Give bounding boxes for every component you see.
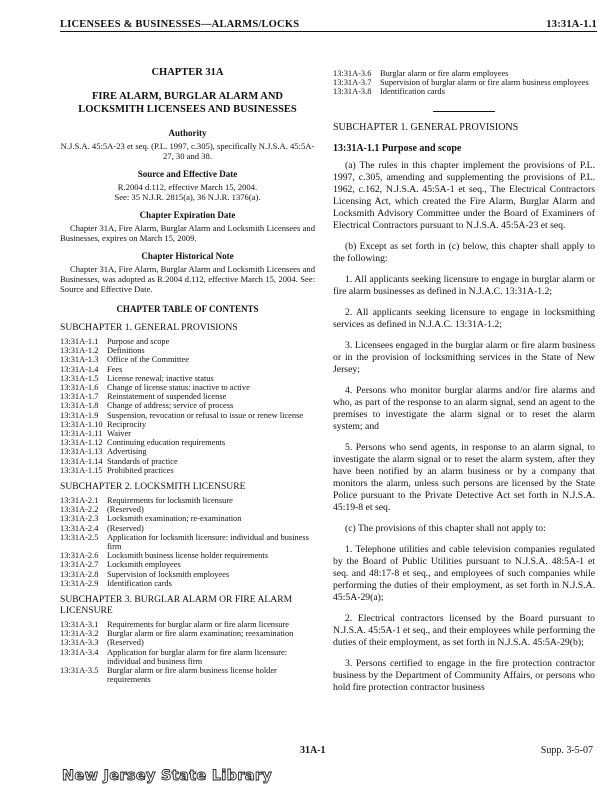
toc-section-number: 13:31A-1.10: [60, 419, 103, 429]
toc-section-title: Suspension, revocation or refusal to issue or renew license: [107, 410, 304, 420]
toc-section-title: Office of the Committee: [107, 355, 189, 365]
toc-section-number: 13:31A-3.4: [60, 647, 99, 657]
toc-section-number: 13:31A-3.7: [333, 78, 372, 88]
toc-section-title: Requirements for burglar alarm or fire alarm licensure: [107, 620, 289, 630]
toc-row: [60, 457, 315, 466]
toc-section-number: 13:31A-1.12: [60, 438, 103, 448]
body-paragraph: 1. Telephone utilities and cable television companies regulated by the Board of Public Utilities pursuant to N.J.S.A. 48:5A-1 et seq. and 48:17-8 et seq., and employees of such companies while performing the duties of their employment, as set forth in N.J.S.A. 45:5A-29(a);: [333, 543, 595, 603]
toc-row: [60, 551, 315, 560]
toc-row: [60, 392, 315, 401]
header-right: 13:31A-1.1: [546, 19, 597, 30]
toc-row: [60, 337, 315, 346]
body-paragraph: 2. All applicants seeking licensure to engage in locksmithing services as defined in N.J.A.C. 13:31A-1.2;: [333, 306, 595, 330]
toc-row: [60, 648, 315, 666]
toc-subchapter-1-title: SUBCHAPTER 1. GENERAL PROVISIONS: [60, 322, 238, 333]
toc-section-number: 13:31A-2.8: [60, 569, 99, 579]
toc-section-title: Locksmith business license holder requirements: [107, 551, 268, 561]
supplement-date: Supp. 3-5-07: [540, 745, 593, 756]
toc-section-title: Supervision of burglar alarm or fire alarm business employees: [380, 78, 589, 88]
authority-heading: Authority: [168, 128, 207, 138]
toc-row: [60, 560, 315, 569]
toc-row: [60, 505, 315, 514]
chapter-title: FIRE ALARM, BURGLAR ALARM AND LOCKSMITH LICENSEES AND BUSINESSES: [78, 91, 297, 115]
toc-section-number: 13:31A-2.4: [60, 523, 99, 533]
toc-section-title: Prohibited practices: [107, 465, 174, 475]
toc-row: [60, 401, 315, 410]
toc-row: [60, 579, 315, 588]
toc-section-number: 13:31A-1.8: [60, 401, 99, 411]
toc-section-number: 13:31A-2.9: [60, 578, 99, 588]
toc-row: [60, 438, 315, 447]
page-number: 31A-1: [300, 745, 326, 756]
body-section-title: 13:31A-1.1 Purpose and scope: [333, 142, 462, 154]
toc-section-title: Supervision of locksmith employees: [107, 569, 230, 579]
toc-section-number: 13:31A-1.14: [60, 456, 103, 466]
toc-row: [333, 78, 595, 87]
right-column: [333, 69, 595, 703]
toc-section-number: 13:31A-1.15: [60, 465, 103, 475]
toc-section-title: Change of license status: inactive to active: [107, 383, 250, 393]
source-line-2: See: 35 N.J.R. 2815(a), 36 N.J.R. 1376(a).: [114, 192, 261, 202]
toc-section-title: Fees: [107, 364, 123, 374]
toc-row: [60, 420, 315, 429]
body-paragraph: 1. All applicants seeking licensure to engage in burglar alarm or fire alarm businesses as defined in N.J.A.C. 13:31A-1.2;: [333, 273, 595, 297]
toc-row: [60, 666, 315, 684]
toc-row: [60, 411, 315, 420]
running-header: [60, 14, 597, 30]
toc-row: [60, 374, 315, 383]
toc-section-title: (Reserved): [107, 638, 144, 648]
header-left: LICENSEES & BUSINESSES—ALARMS/LOCKS: [60, 19, 300, 30]
toc-section-title: Identification cards: [107, 578, 172, 588]
toc-section-title: Application for locksmith licensure: individual and business firm: [107, 532, 309, 552]
body-paragraph: 5. Persons who send agents, in response to an alarm signal, to investigate the alarm signal or to reset the alarm system, after they have been notified by an alarm business or by a company that monitors the alarm, unless such persons are licensed by the State Police pursuant to the Private Detective Act set forth in N.J.S.A. 45:19-8 et seq.: [333, 441, 595, 513]
toc-section-number: 13:31A-1.6: [60, 383, 99, 393]
body-paragraphs: [333, 160, 595, 694]
toc-section-number: 13:31A-3.8: [333, 87, 372, 97]
chapter-number: CHAPTER 31A: [151, 67, 224, 78]
toc-section-number: 13:31A-1.3: [60, 355, 99, 365]
toc-section-title: Burglar alarm or fire alarm examination; reexamination: [107, 629, 294, 639]
authority-text: N.J.S.A. 45:5A-23 et seq. (P.L. 1997, c.305), specifically N.J.S.A. 45:5A-27, 30 and 38.: [60, 141, 315, 161]
toc-section-number: 13:31A-1.13: [60, 447, 103, 457]
toc-section-title: (Reserved): [107, 523, 144, 533]
toc-section-number: 13:31A-3.5: [60, 666, 99, 676]
source-line-1: R.2004 d.112, effective March 15, 2004.: [117, 182, 258, 192]
toc-row: [60, 346, 315, 355]
toc-section-title: Reinstatement of suspended license: [107, 392, 227, 402]
toc-section-number: 13:31A-3.3: [60, 638, 99, 648]
expiration-heading: Chapter Expiration Date: [139, 210, 236, 220]
toc-section-number: 13:31A-1.9: [60, 410, 99, 420]
toc-section-title: Burglar alarm or fire alarm employees: [380, 69, 509, 78]
toc-section-title: License renewal; inactive status: [107, 373, 214, 383]
toc-row: [60, 524, 315, 533]
toc-subchapter-1: [60, 337, 315, 475]
toc-section-number: 13:31A-1.7: [60, 392, 99, 402]
toc-row: [333, 87, 595, 96]
toc-section-number: 13:31A-2.6: [60, 551, 99, 561]
history-heading: Chapter Historical Note: [141, 251, 234, 261]
toc-section-title: Continuing education requirements: [107, 438, 226, 448]
library-watermark: New Jersey State Library: [62, 768, 273, 784]
toc-section-number: 13:31A-2.1: [60, 496, 99, 506]
expiration-text: Chapter 31A, Fire Alarm, Burglar Alarm and Locksmith Licensees and Businesses, expires on March 15, 2009.: [60, 223, 315, 243]
toc-row: [60, 533, 315, 551]
left-column: [60, 68, 315, 685]
toc-section-number: 13:31A-1.4: [60, 364, 99, 374]
body-paragraph: (a) The rules in this chapter implement the provisions of P.L. 1997, c.305, amending and supplementing the provisions of P.L. 1962, c.162, N.J.S.A. 45:5A-1 et seq., The Electrical Contractors Licensing Act, which created the Fire Alarm, Burglar Alarm and Locksmith Advisory Committee under the Board of Examiners of Electrical Contractors pursuant to N.J.S.A. 45:5A-23 et seq.: [333, 159, 595, 231]
toc-section-number: 13:31A-2.7: [60, 560, 99, 570]
toc-section-title: Locksmith examination; re-examination: [107, 514, 242, 524]
toc-section-title: Standards of practice: [107, 456, 178, 466]
toc-row: [60, 629, 315, 638]
toc-section-title: Application for burglar alarm for fire alarm licensure: individual and business firm: [107, 647, 288, 666]
toc-section-number: 13:31A-3.1: [60, 620, 99, 630]
toc-section-number: 13:31A-1.11: [60, 429, 103, 439]
body-paragraph: 3. Licensees engaged in the burglar alarm or fire alarm business or in the provision of locksmithing services in the State of New Jersey;: [333, 339, 595, 375]
toc-section-number: 13:31A-1.2: [60, 346, 99, 356]
toc-section-number: 13:31A-1.5: [60, 373, 99, 383]
toc-section-title: Purpose and scope: [107, 337, 170, 346]
toc-row: [60, 365, 315, 374]
toc-section-title: Advertising: [107, 447, 147, 457]
toc-section-title: Definitions: [107, 346, 145, 356]
toc-section-number: 13:31A-3.2: [60, 629, 99, 639]
toc-row: [60, 429, 315, 438]
body-paragraph: (b) Except as set forth in (c) below, this chapter shall apply to the following:: [333, 240, 595, 264]
toc-subchapter-3: [60, 620, 315, 684]
toc-row: [60, 383, 315, 392]
toc-row: [60, 447, 315, 456]
toc-subchapter-3-title: SUBCHAPTER 3. BURGLAR ALARM OR FIRE ALARM LICENSURE: [60, 594, 293, 617]
toc-row: [60, 570, 315, 579]
toc-subchapter-2: [60, 496, 315, 588]
body-subchapter-title: SUBCHAPTER 1. GENERAL PROVISIONS: [333, 121, 519, 133]
toc-section-title: Change of address; service of process: [107, 401, 234, 411]
toc-section-title: Reciprocity: [107, 419, 147, 429]
toc-section-title: Locksmith employees: [107, 560, 181, 570]
section-divider: [433, 111, 495, 112]
toc-heading: CHAPTER TABLE OF CONTENTS: [116, 304, 259, 314]
toc-row: [60, 638, 315, 647]
toc-subchapter-3-continued: [333, 69, 595, 97]
toc-section-number: 13:31A-2.3: [60, 514, 99, 524]
body-paragraph: (c) The provisions of this chapter shall not apply to:: [345, 522, 546, 534]
toc-row: [60, 514, 315, 523]
header-rule: [60, 31, 597, 32]
toc-section-number: 13:31A-2.2: [60, 505, 99, 515]
body-paragraph: 2. Electrical contractors licensed by the Board pursuant to N.J.S.A. 45:5A-1 et seq., and their employees while performing the duties of their employment, as set forth in N.J.S.A. 45:5A-29(b);: [333, 612, 595, 648]
toc-row: [333, 69, 595, 78]
history-text: Chapter 31A, Fire Alarm, Burglar Alarm and Locksmith Licensees and Businesses, was adopted as R.2004 d.112, effective March 15, 2004. See: Source and Effective Date.: [60, 264, 315, 294]
toc-section-number: 13:31A-1.1: [60, 337, 99, 346]
body-paragraph: 3. Persons certified to engage in the fire protection contractor business by the Department of Community Affairs, or persons who hold fire protection contractor business: [333, 657, 595, 693]
toc-section-number: 13:31A-3.6: [333, 69, 372, 78]
body-paragraph: 4. Persons who monitor burglar alarms and/or fire alarms and who, as part of the response to an alarm signal, send an agent to the premises to investigate the alarm signal or to reset the alarm system; and: [333, 384, 595, 432]
source-heading: Source and Effective Date: [137, 169, 238, 179]
toc-section-title: Requirements for locksmith licensure: [107, 496, 233, 506]
toc-section-title: Burglar alarm or fire alarm business license holder requirements: [107, 666, 277, 685]
toc-section-title: Waiver: [107, 429, 131, 439]
toc-section-title: Identification cards: [380, 87, 445, 97]
toc-subchapter-2-title: SUBCHAPTER 2. LOCKSMITH LICENSURE: [60, 481, 246, 493]
toc-row: [60, 496, 315, 505]
toc-row: [60, 466, 315, 475]
toc-section-title: (Reserved): [107, 505, 144, 515]
toc-row: [60, 620, 315, 629]
toc-section-number: 13:31A-2.5: [60, 532, 99, 542]
toc-row: [60, 355, 315, 364]
